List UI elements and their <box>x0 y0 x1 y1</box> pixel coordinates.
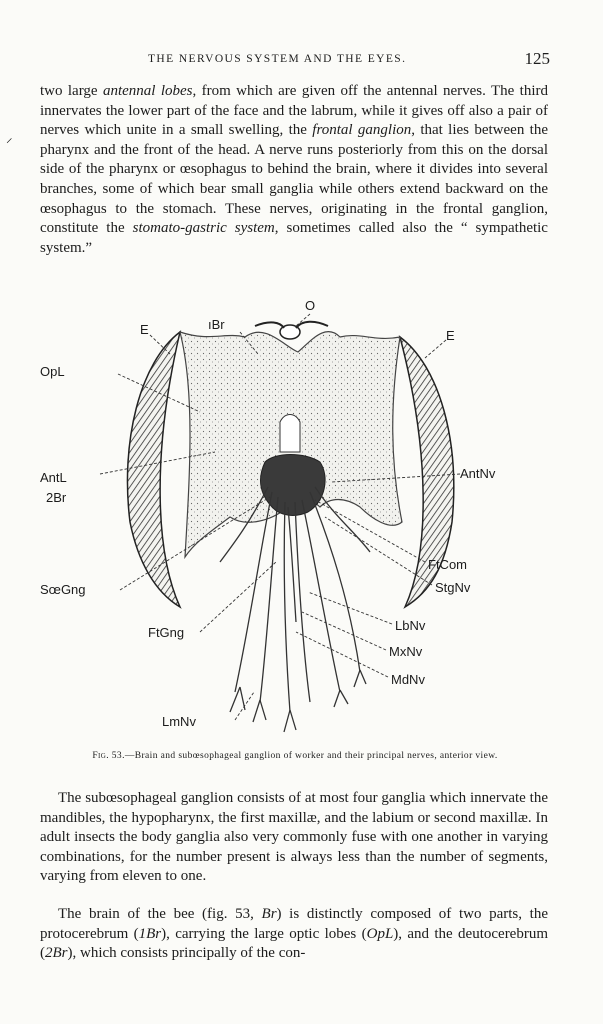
margin-mark: ⸝ <box>6 130 13 145</box>
figure-caption: Fig. 53.—Brain and subœsophageal ganglion of worker and their principal nerves, anterior view. <box>92 751 498 761</box>
label-E-left: E <box>140 322 149 337</box>
label-LbNv: LbNv <box>395 618 426 633</box>
page-number: 125 <box>524 49 550 68</box>
term-stomatogastric-system: stomato-gastric system <box>132 220 275 237</box>
running-head: THE NERVOUS SYSTEM AND THE EYES. <box>148 53 407 65</box>
label-AntNv: AntNv <box>460 466 496 481</box>
label-LmNv: LmNv <box>162 714 196 729</box>
label-E-right: E <box>446 328 455 343</box>
label-StgNv: StgNv <box>435 580 471 595</box>
label-O: O <box>305 298 316 313</box>
left-compound-eye <box>127 332 180 607</box>
term-antennal-lobes: antennal lobes <box>102 83 193 99</box>
label-AntL: AntL <box>40 470 67 485</box>
label-SoeGng: SœGng <box>40 582 86 597</box>
paragraph-brain: The brain of the bee (fig. 53, Br) is distinctly composed of two parts, the protocerebrum (1Br), carrying the large optic lobes (OpL), and the deutocerebrum (2Br), which consists principally of the con- <box>40 906 549 962</box>
label-1Br: ıBr <box>208 317 225 332</box>
label-OpL: OpL <box>40 364 65 379</box>
paragraph-nerves: two large antennal lobes, from which are given off the antennal nerves. The third innervates the lower part of the face and the labrum, while it gives off also a pair of nerves which unite in a small swelling, the frontal ganglion, that lies between the pharynx and the front of the head. A nerve runs posteriorly from this on the dorsal side of the pharynx or œsophagus to behind the brain, where it divides into several branches, some of which bear small ganglia while others extend backward on the œsophagus to the stomach. These nerves, originating in the frontal ganglion, constitute the stomato-gastric system, sometimes called also the “ sympathetic system.” <box>40 83 548 256</box>
label-FtGng: FtGng <box>148 625 185 640</box>
label-2Br: 2Br <box>46 490 67 505</box>
paragraph-subesophageal: The subœsophageal ganglion consists of at most four ganglia which innervate the mandibles, the hypopharynx, the first maxillæ, and the labium or second maxillæ. In adult insects the body ganglia also very commonly fuse with one another in varying combinations, for the number present is always less than the number of segments, varying from eleven to one. <box>40 790 548 885</box>
figure-brain-diagram <box>40 292 550 780</box>
term-frontal-ganglion: frontal ganglion <box>312 122 412 139</box>
label-MxNv: MxNv <box>389 644 423 659</box>
label-MdNv: MdNv <box>391 672 425 687</box>
brain-illustration <box>40 292 550 742</box>
page-header <box>40 50 550 70</box>
nerves <box>220 487 370 732</box>
label-FtCom: FtCom <box>428 557 467 572</box>
